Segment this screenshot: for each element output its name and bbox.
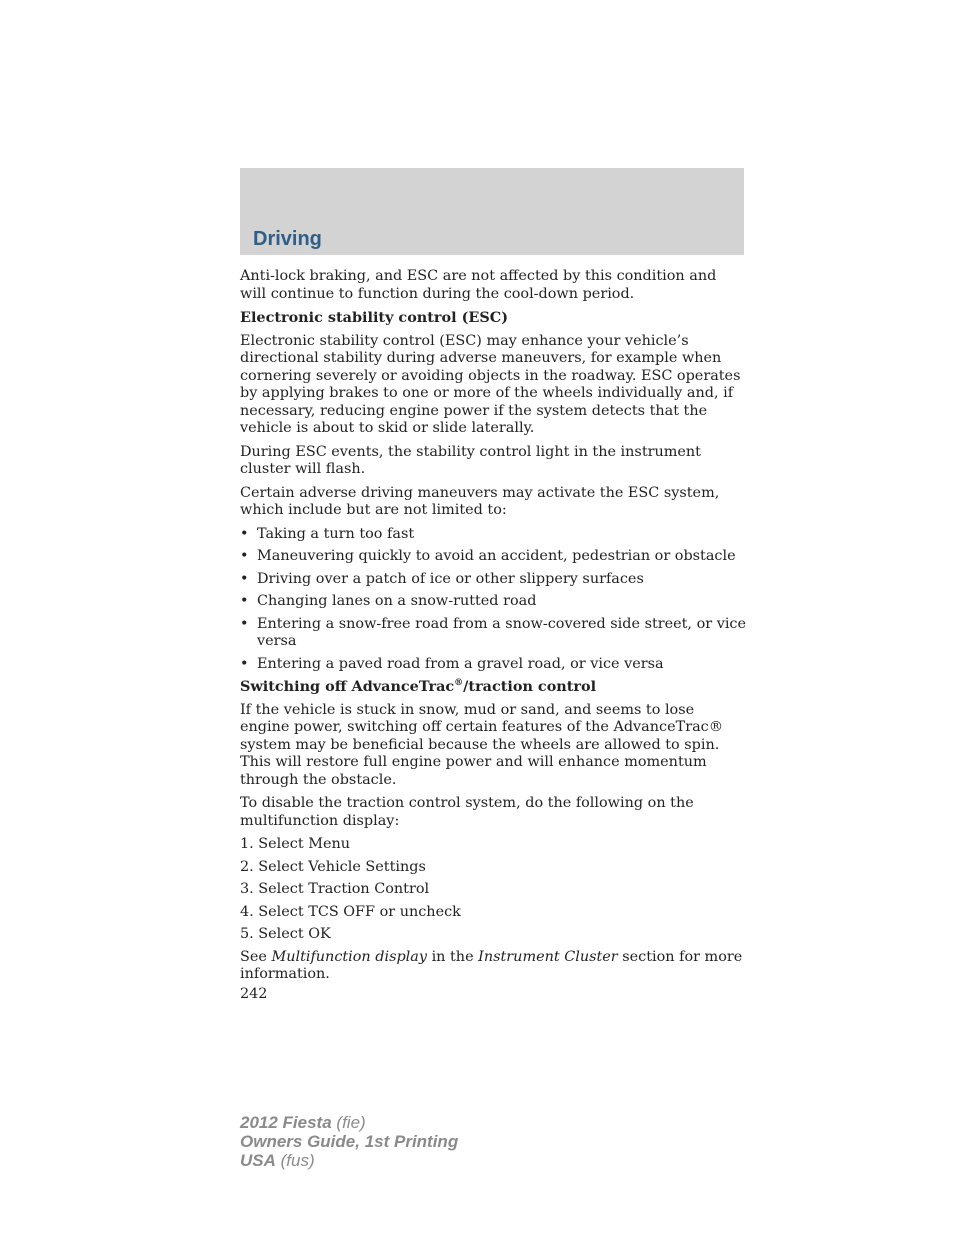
- esc-heading: Electronic stability control (ESC): [240, 309, 508, 326]
- esc-light-paragraph: During ESC events, the stability control light in the instrument cluster will flash.: [240, 443, 701, 477]
- list-item-text: Driving over a patch of ice or other slippery surfaces: [257, 570, 644, 587]
- registered-mark: ®: [454, 678, 464, 689]
- see-suffix: section for more information.: [240, 948, 743, 982]
- footer-line-model: [240, 1113, 458, 1132]
- intro-paragraph: Anti-lock braking, and ESC are not affected by this condition and will continue to function during the cool-down period.: [240, 268, 717, 302]
- step-item: 2. Select Vehicle Settings: [240, 858, 426, 875]
- bullet-icon: •: [240, 655, 249, 672]
- list-item: [240, 526, 746, 544]
- page-content: [240, 268, 746, 1003]
- footer-model: 2012 Fiesta: [240, 1113, 332, 1132]
- footer-line-market: [240, 1151, 458, 1170]
- section-header-band: [240, 168, 744, 255]
- advancetrac-paragraph: If the vehicle is stuck in snow, mud or sand, and seems to lose engine power, switching off certain features of the AdvanceTrac® system may be beneficial because the wheels are allowed to spin. This will restore full engine power and will enhance momentum through the obstacle.: [240, 701, 724, 788]
- page-number: 242: [240, 985, 268, 1002]
- list-item: [240, 548, 746, 566]
- footer-model-code: (fie): [331, 1113, 366, 1132]
- see-prefix: See: [240, 948, 272, 965]
- footer-line-guide: [240, 1132, 458, 1151]
- see-middle: in the: [427, 948, 479, 965]
- advancetrac-heading: [240, 678, 746, 696]
- bullet-icon: •: [240, 570, 249, 587]
- list-item: [240, 593, 746, 611]
- step-item: 5. Select OK: [240, 926, 331, 942]
- section-title: Driving: [253, 228, 322, 250]
- list-item: [240, 616, 746, 651]
- list-item-text: Entering a paved road from a gravel road, or vice versa: [257, 655, 664, 672]
- list-item-text: Changing lanes on a snow-rutted road: [257, 593, 537, 609]
- see-reference-paragraph: [240, 949, 746, 984]
- disable-instructions-paragraph: To disable the traction control system, do the following on the multifunction display:: [240, 795, 694, 829]
- multifunction-display-reference: Multifunction display: [271, 948, 427, 965]
- step-item: 1. Select Menu: [240, 836, 351, 852]
- document-footer: [240, 1113, 458, 1170]
- instrument-cluster-reference: Instrument Cluster: [478, 948, 618, 965]
- list-item-text: Maneuvering quickly to avoid an accident, pedestrian or obstacle: [257, 548, 736, 564]
- step-item: 4. Select TCS OFF or uncheck: [240, 903, 461, 920]
- steps-list: [240, 836, 746, 944]
- esc-description-paragraph: Electronic stability control (ESC) may enhance your vehicle’s directional stability during adverse maneuvers, for example when cornering severely or avoiding objects in the roadway. ESC operates by applying brakes to one or more of the wheels individually and, if necessary, reducing engine power if the system detects that the vehicle is about to skid or slide laterally.: [240, 332, 741, 436]
- footer-market: USA: [240, 1151, 276, 1170]
- bullet-icon: •: [240, 615, 249, 632]
- bullet-icon: •: [240, 548, 249, 564]
- advancetrac-heading-suffix: /traction control: [463, 678, 597, 695]
- advancetrac-heading-text: Switching off AdvanceTrac: [240, 678, 455, 695]
- footer-market-code: (fus): [275, 1151, 315, 1170]
- maneuver-list: [240, 526, 746, 674]
- list-item-text: Entering a snow-free road from a snow-covered side street, or vice versa: [257, 615, 747, 649]
- list-item: [240, 656, 746, 674]
- bullet-icon: •: [240, 525, 249, 542]
- list-item-text: Taking a turn too fast: [257, 525, 415, 542]
- footer-guide: Owners Guide, 1st Printing: [240, 1132, 459, 1151]
- list-item: [240, 571, 746, 589]
- esc-maneuvers-paragraph: Certain adverse driving maneuvers may activate the ESC system, which include but are not limited to:: [240, 484, 720, 518]
- bullet-icon: •: [240, 593, 249, 609]
- step-item: 3. Select Traction Control: [240, 881, 430, 897]
